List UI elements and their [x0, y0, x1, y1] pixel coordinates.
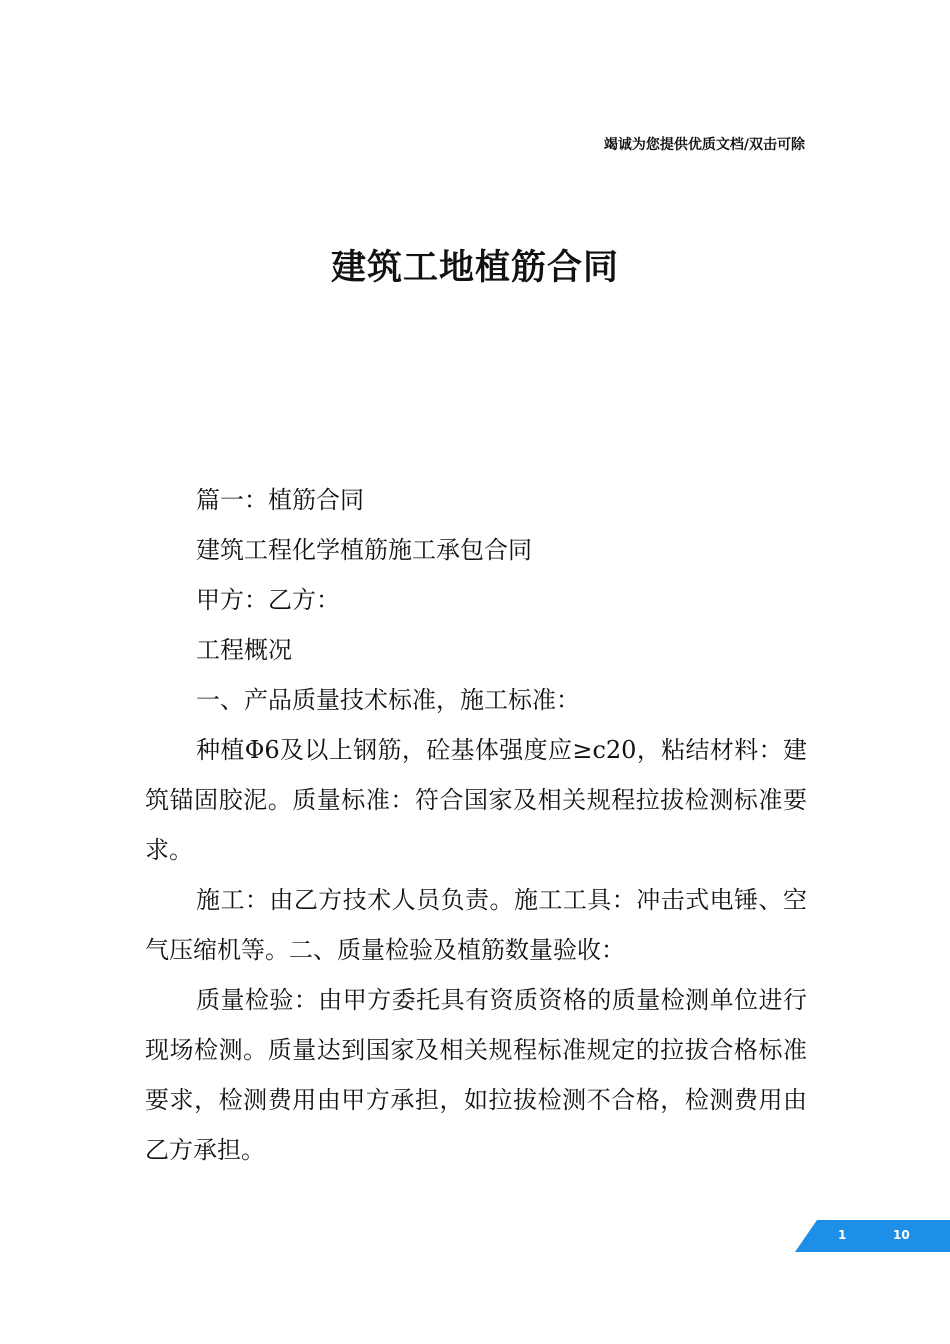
header-note: 竭诚为您提供优质文档/双击可除 — [603, 137, 805, 153]
document-body — [145, 475, 807, 1175]
paragraph: 种植Φ6及以上钢筋，砼基体强度应≥c20，粘结材料：建筑锚固胶泥。质量标准：符合国家及相关规程拉拔检测标准要求。 — [145, 736, 807, 864]
document-title: 建筑工地植筋合同 — [330, 248, 619, 288]
contract-name: 建筑工程化学植筋施工承包合同 — [196, 536, 532, 564]
page-number: 1 — [838, 1228, 847, 1242]
quality-standard-heading: 一、产品质量技术标准，施工标准： — [196, 686, 580, 714]
paragraph: 质量检验：由甲方委托具有资质资格的质量检测单位进行现场检测。质量达到国家及相关规程标准规定的拉拔合格标准要求，检测费用由甲方承担，如拉拔检测不合格，检测费用由乙方承担。 — [145, 986, 807, 1164]
project-overview-heading: 工程概况 — [196, 636, 292, 664]
page-total: 10 — [893, 1228, 910, 1242]
page-footer — [795, 1220, 950, 1252]
paragraph: 施工：由乙方技术人员负责。施工工具：冲击式电锤、空气压缩机等。二、质量检验及植筋数量验收： — [145, 886, 807, 964]
section-heading: 篇一：植筋合同 — [196, 486, 364, 514]
parties-line: 甲方：乙方： — [196, 586, 340, 614]
page-badge-shape — [795, 1220, 950, 1252]
